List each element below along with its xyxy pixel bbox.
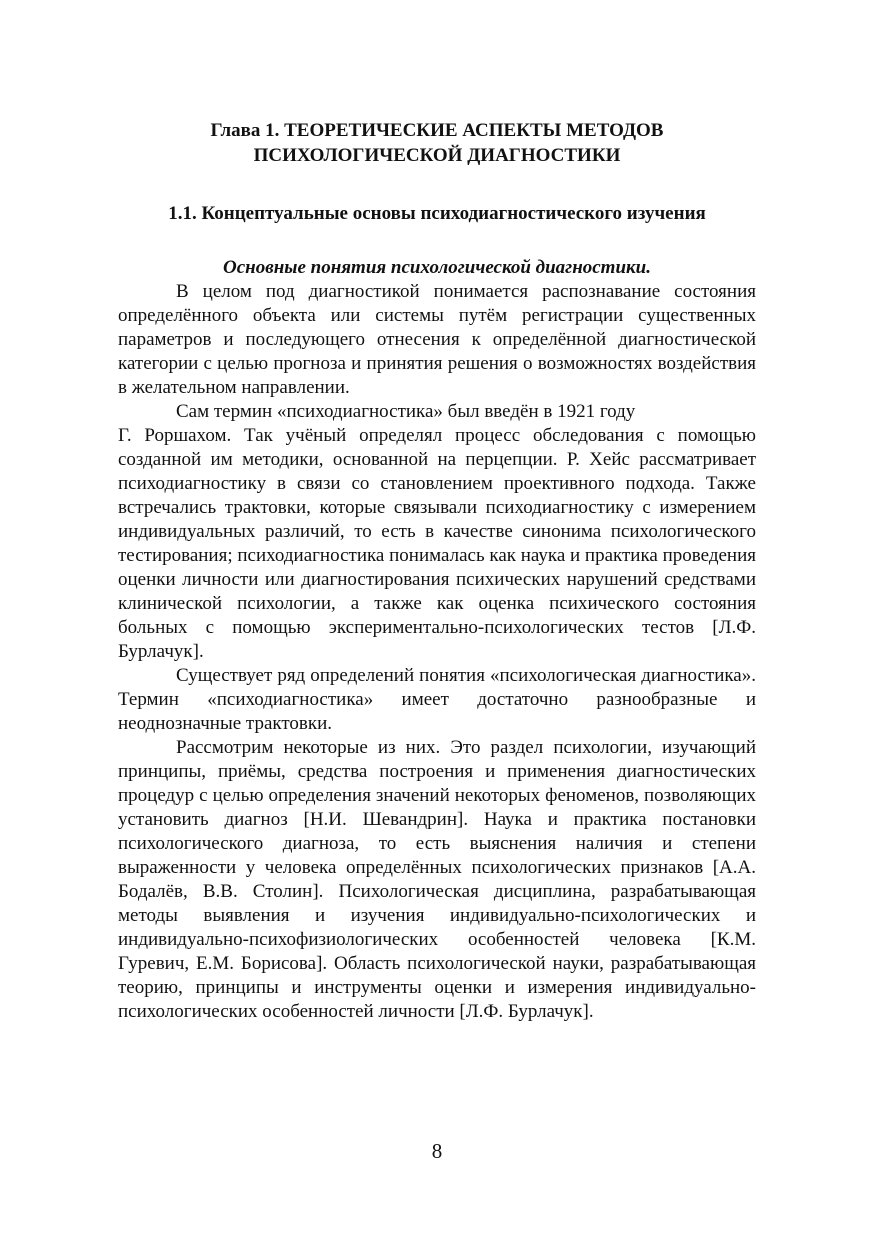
paragraph-2-first-line: Сам термин «психодиагностика» был введён в 1921 году <box>176 401 636 422</box>
paragraph-2 <box>118 400 756 664</box>
paragraph-2-body: Г. Роршахом. Так учёный определял процесс обследования с помощью созданной им методики, основанной на перцепции. Р. Хейс рассматривает психодиагностику в связи со становлением проективного подхода. Также встречались трактовки, которые связывали психодиагностику с измерением индивидуальных различий, то есть в качестве синонима психологического тестирования; психодиагностика понималась как наука и практика проведения оценки личности или диагностирования психических нарушений средствами клинической психологии, а также как оценка психического состояния больных с помощью экспериментально-психологических тестов [Л.Ф. Бурлачук]. <box>118 425 756 662</box>
paragraph-4: Рассмотрим некоторые из них. Это раздел психологии, изучающий принципы, приёмы, средства построения и применения диагностических процедур с целью определения значений некоторых феноменов, позволяющих установить диагноз [Н.И. Шевандрин]. Наука и практика постановки психологического диагноза, то есть выяснения наличия и степени выраженности у человека определённых психологических признаков [А.А. Бодалёв, В.В. Столин]. Психологическая дисциплина, разрабатывающая методы выявления и изучения индивидуально-психологических и индивидуально-психофизиологических особенностей человека [К.М. Гуревич, Е.М. Борисова]. Область психологической науки, разрабатывающая теорию, принципы и инструменты оценки и измерения индивидуально-психологических особенностей личности [Л.Ф. Бурлачук]. <box>118 737 756 1022</box>
paragraph-3: Существует ряд определений понятия «психологическая диагностика». Термин «психодиагностика» имеет достаточно разнообразные и неоднозначные трактовки. <box>118 665 756 734</box>
section-title: 1.1. Концептуальные основы психодиагностического изучения <box>168 203 706 224</box>
chapter-title-line-2: ПСИХОЛОГИЧЕСКОЙ ДИАГНОСТИКИ <box>253 145 621 166</box>
chapter-title <box>118 118 756 168</box>
subsection-title: Основные понятия психологической диагностики. <box>223 257 651 278</box>
page-body <box>118 118 756 1024</box>
page-number: 8 <box>431 1139 443 1163</box>
chapter-title-line-1: Глава 1. ТЕОРЕТИЧЕСКИЕ АСПЕКТЫ МЕТОДОВ <box>210 120 664 141</box>
paragraph-1: В целом под диагностикой понимается распознавание состояния определённого объекта или системы путём регистрации существенных параметров и последующего отнесения к определённой диагностической категории с целью прогноза и принятия решения о возможностях воздействия в желательном направлении. <box>118 281 756 398</box>
